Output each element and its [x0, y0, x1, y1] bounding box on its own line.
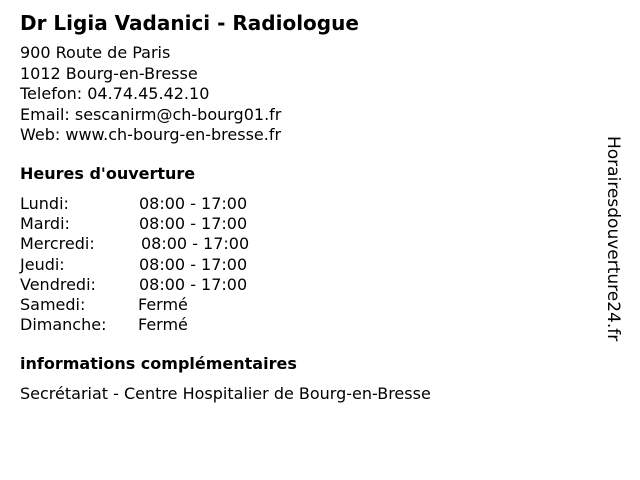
day-label: Lundi:	[20, 194, 69, 213]
additional-info-text: Secrétariat - Centre Hospitalier de Bourg-en-Bresse	[20, 384, 431, 403]
page-title: Dr Ligia Vadanici - Radiologue	[20, 11, 359, 35]
website-text: Web: www.ch-bourg-en-bresse.fr	[20, 125, 282, 144]
opening-hours-table	[20, 194, 249, 335]
day-label: Dimanche:	[20, 315, 107, 335]
hours-row-monday	[20, 194, 249, 214]
hours-row-saturday	[20, 295, 249, 315]
day-label: Mardi:	[20, 214, 70, 234]
phone-text: Telefon: 04.74.45.42.10	[20, 84, 210, 103]
hours-row-thursday	[20, 255, 249, 275]
email-text: Email: sescanirm@ch-bourg01.fr	[20, 104, 282, 124]
site-brand-vertical: Horairesdouverture24.fr	[603, 136, 623, 342]
hours-row-tuesday	[20, 214, 249, 234]
hours-row-sunday	[20, 315, 249, 335]
additional-info-heading: informations complémentaires	[20, 354, 297, 373]
address-street: 900 Route de Paris	[20, 43, 171, 62]
time-value: Fermé	[138, 315, 188, 335]
time-value: 08:00 - 17:00	[139, 274, 248, 294]
day-label: Vendredi:	[20, 274, 96, 294]
opening-hours-heading: Heures d'ouverture	[20, 164, 196, 183]
time-value: 08:00 - 17:00	[139, 254, 248, 274]
address-city: 1012 Bourg-en-Bresse	[20, 63, 198, 83]
time-value: 08:00 - 17:00	[139, 214, 248, 234]
day-label: Jeudi:	[20, 254, 65, 274]
time-value: Fermé	[138, 295, 188, 315]
day-label: Mercredi:	[20, 234, 95, 254]
time-value: 08:00 - 17:00	[141, 234, 250, 254]
time-value: 08:00 - 17:00	[139, 194, 248, 213]
contact-block	[20, 43, 281, 146]
hours-row-friday	[20, 275, 249, 295]
day-label: Samedi:	[20, 295, 86, 315]
hours-row-wednesday	[20, 234, 249, 254]
